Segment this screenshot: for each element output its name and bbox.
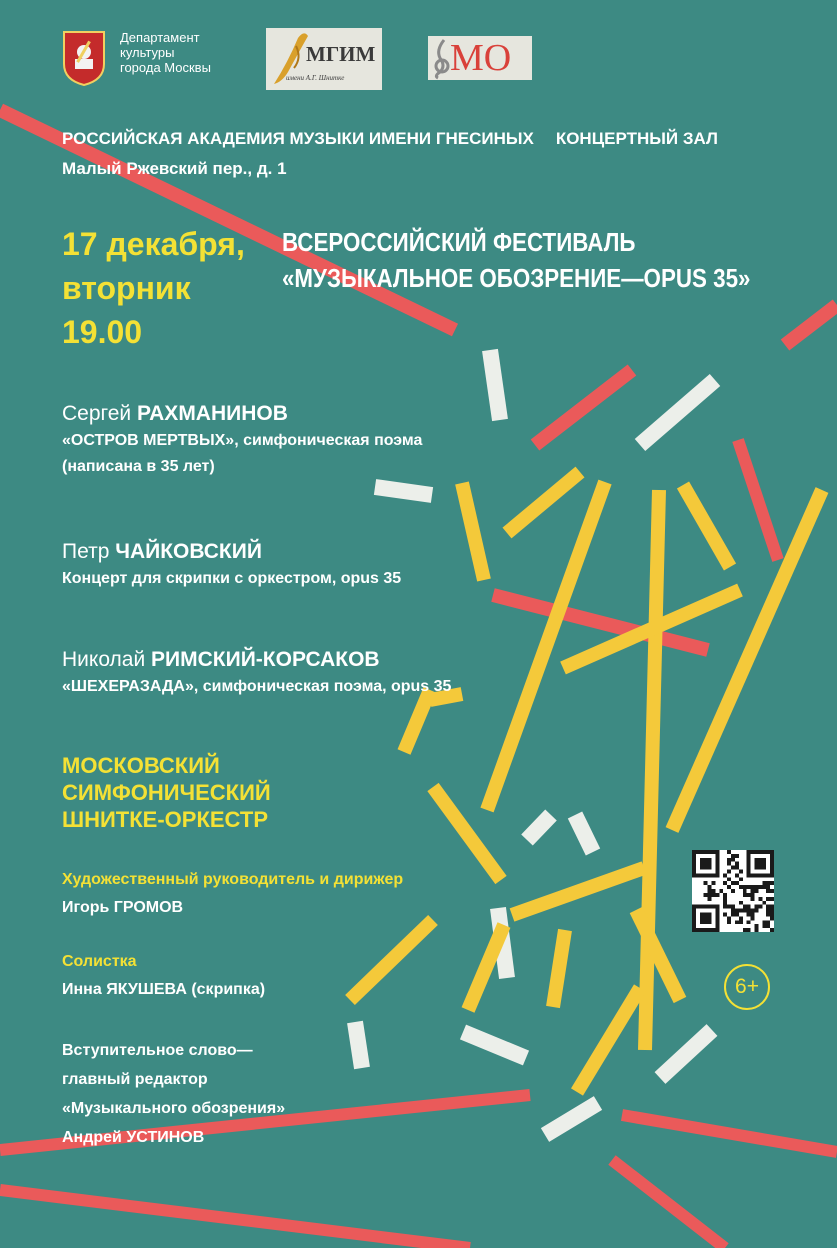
speaker-first-name: Андрей (62, 1129, 122, 1146)
work-description: Концерт для скрипки с оркестром, opus 35 (62, 570, 402, 587)
speaker-info (62, 1036, 285, 1152)
decorative-stripe (512, 868, 644, 915)
composer-first-name: Сергей (62, 402, 132, 425)
composer-first-name: Петр (62, 540, 110, 563)
speaker-line: Вступительное слово— (62, 1042, 253, 1059)
orchestra-line: СИМФОНИЧЕСКИЙ (62, 780, 271, 805)
mo-logo (428, 36, 532, 80)
speaker-last-name: УСТИНОВ (126, 1129, 205, 1146)
work-description: , симфоническая поэма, opus 35 (193, 678, 452, 695)
dept-culture-logo (62, 30, 211, 86)
program-item (62, 538, 542, 592)
director-role: Художественный руководитель и дирижер (62, 871, 404, 888)
decorative-stripe (355, 1022, 362, 1068)
decorative-stripe (738, 440, 778, 560)
composer-last-name: РАХМАНИНОВ (136, 402, 288, 425)
dept-text-line: города Москвы (120, 60, 211, 75)
orchestra-line: ШНИТКЕ-ОРКЕСТР (62, 807, 269, 832)
festival-line-1: ВСЕРОССИЙСКИЙ ФЕСТИВАЛЬ (282, 227, 636, 257)
academy-name: РОССИЙСКАЯ АКАДЕМИЯ МУЗЫКИ ИМЕНИ ГНЕСИНЫХ (62, 129, 534, 148)
festival-line-2: «МУЗЫКАЛЬНОЕ ОБОЗРЕНИЕ—OPUS 35» (282, 263, 751, 293)
decorative-stripe (575, 815, 593, 852)
dept-text-line: культуры (120, 45, 175, 60)
event-time: 19.00 (62, 314, 143, 350)
age-rating-badge (724, 964, 770, 1010)
decorative-stripe (622, 1115, 837, 1152)
venue-info (62, 124, 718, 184)
age-rating-text: 6+ (735, 975, 759, 998)
dept-text-line: Департамент (120, 30, 200, 45)
venue-address: Малый Ржевский пер., д. 1 (62, 159, 287, 178)
festival-title (282, 224, 750, 296)
soloist-first-name: Инна (62, 981, 102, 998)
program-item (62, 400, 542, 480)
decorative-stripe (463, 1032, 526, 1058)
decorative-stripe (612, 1160, 725, 1248)
director-last-name: ГРОМОВ (113, 899, 184, 916)
composer-last-name: РИМСКИЙ-КОРСАКОВ (151, 648, 380, 671)
event-weekday: вторник (62, 270, 191, 306)
composer-first-name: Николай (62, 648, 146, 671)
mo-text: МО (450, 37, 512, 79)
speaker-line: «Музыкального обозрения» (62, 1100, 286, 1117)
decorative-stripe (640, 380, 715, 445)
decorative-stripe (545, 1103, 598, 1135)
decorative-stripe (350, 920, 433, 1000)
decorative-stripe (672, 490, 822, 830)
orchestra-line: МОСКОВСКИЙ (62, 753, 220, 778)
decorative-stripe (683, 485, 730, 567)
composer-last-name: ЧАЙКОВСКИЙ (115, 540, 262, 563)
dept-culture-text (120, 30, 211, 75)
decorative-stripe (0, 1190, 470, 1248)
hall-name: КОНЦЕРТНЫЙ ЗАЛ (555, 129, 718, 148)
decorative-stripe (535, 370, 632, 445)
event-datetime (62, 222, 245, 354)
moscow-coat-of-arms-icon (62, 30, 106, 86)
mgim-title: МГИМ (306, 42, 376, 66)
orchestra-name (62, 752, 271, 833)
mgim-logo (266, 28, 382, 90)
decorative-stripe (375, 487, 432, 495)
decorative-stripe (527, 815, 551, 840)
decorative-stripe (553, 930, 565, 1007)
soloist-instrument: (скрипка) (191, 981, 266, 998)
decorative-stripe (785, 305, 837, 345)
decorative-stripe (660, 1030, 712, 1078)
work-note: (написана в 35 лет) (62, 458, 215, 475)
program-item (62, 646, 562, 700)
soloist-role: Солистка (62, 953, 137, 970)
soloist-info (62, 948, 265, 1004)
decorative-stripe (507, 472, 580, 533)
speaker-line: главный редактор (62, 1071, 208, 1088)
work-title: «ШЕХЕРАЗАДА» (62, 678, 194, 695)
mgim-subtitle: имени А.Г. Шнитке (286, 74, 345, 82)
director-first-name: Игорь (62, 899, 110, 916)
work-description: , симфоническая поэма (234, 432, 423, 449)
soloist-last-name: ЯКУШЕВА (106, 981, 187, 998)
decorative-stripe (577, 988, 640, 1092)
work-title: «ОСТРОВ МЕРТВЫХ» (62, 432, 235, 449)
conductor-info (62, 866, 403, 922)
qr-code-icon[interactable] (692, 850, 774, 932)
event-date: 17 декабря, (62, 226, 245, 262)
